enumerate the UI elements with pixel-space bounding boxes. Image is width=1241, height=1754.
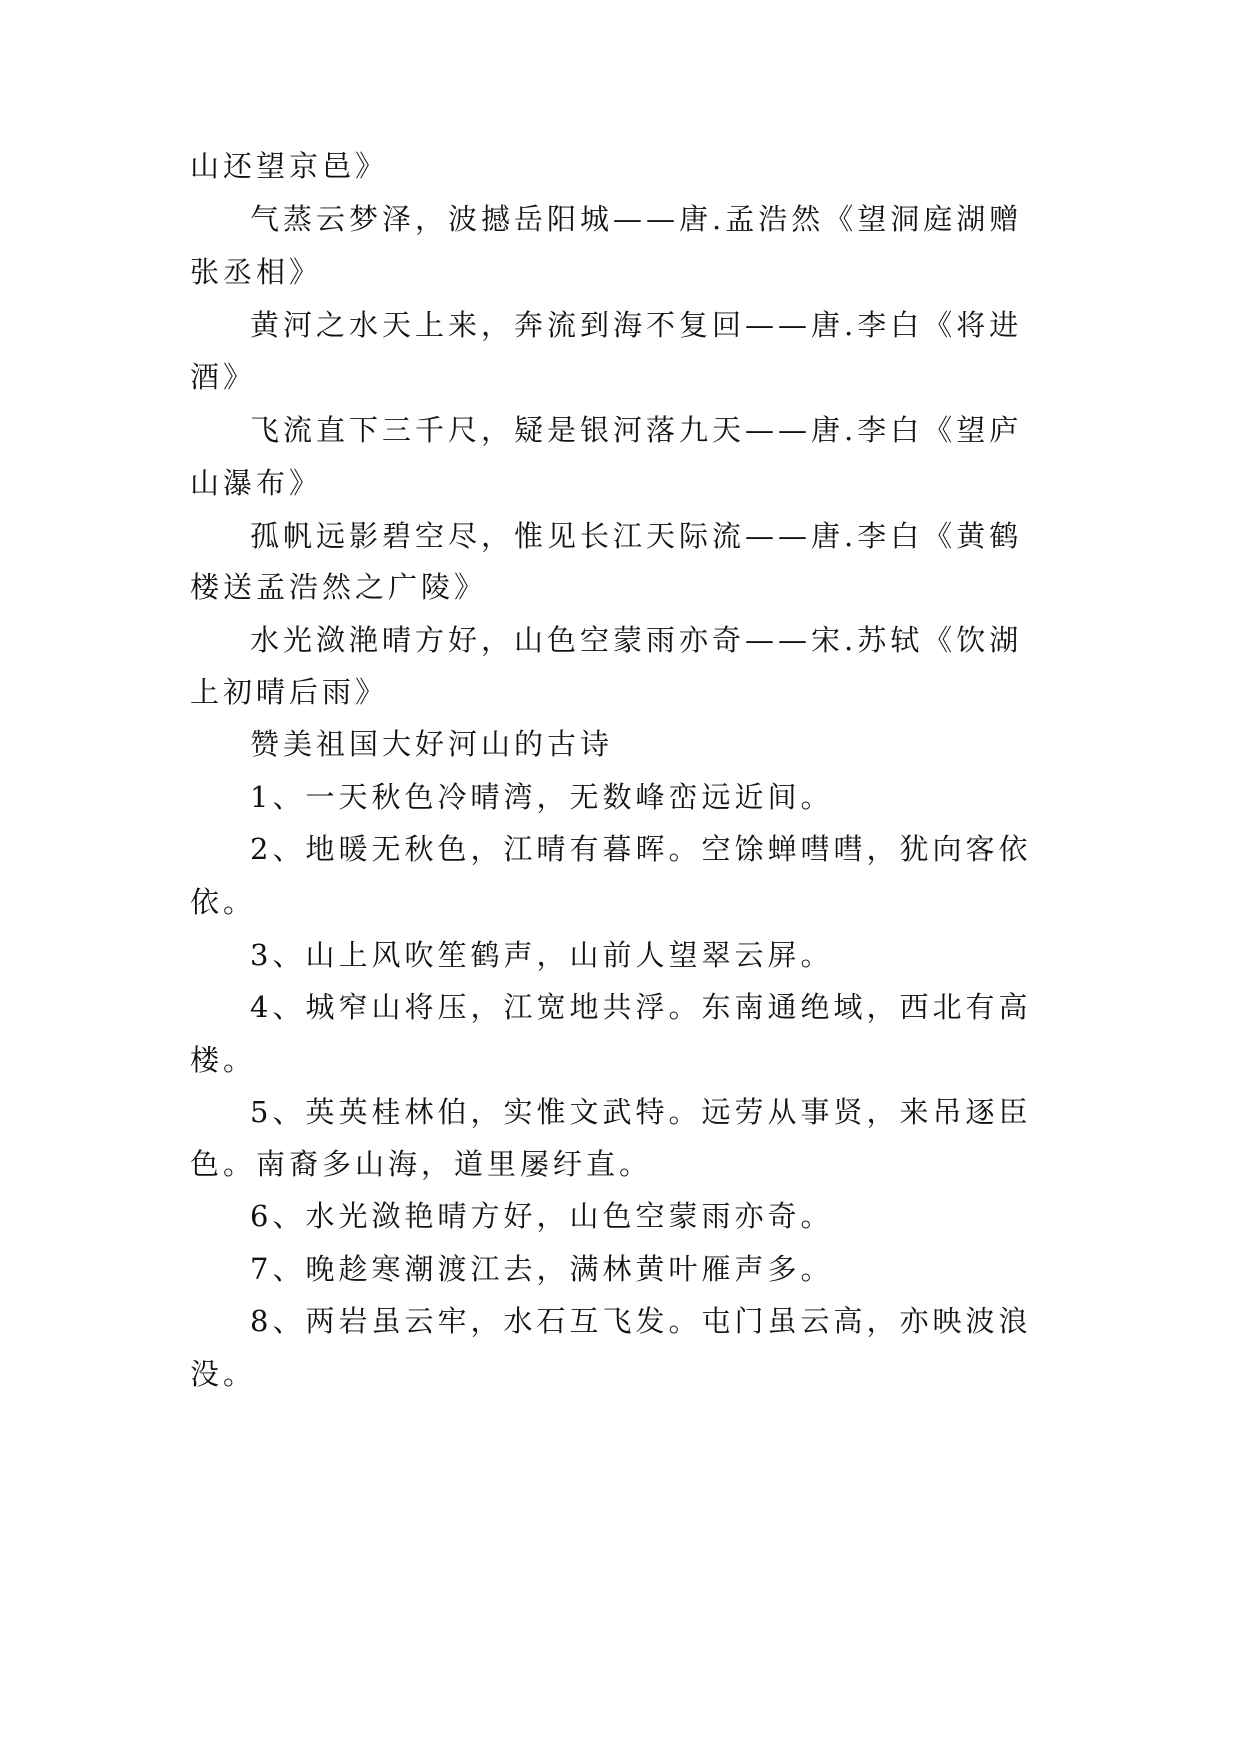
text-line: 飞流直下三千尺，疑是银河落九天——唐.李白《望庐 — [250, 413, 1023, 447]
text-line: 没。 — [190, 1357, 257, 1391]
text-line: 山还望京邑》 — [190, 149, 389, 183]
text-line: 楼。 — [190, 1043, 257, 1077]
text-line: 山瀑布》 — [190, 466, 323, 500]
text-line: 黄河之水天上来，奔流到海不复回——唐.李白《将进 — [250, 308, 1023, 342]
text-line: 2、地暖无秋色，江晴有暮晖。空馀蝉嘒嘒，犹向客依 — [250, 832, 1032, 866]
text-line: 5、英英桂林伯，实惟文武特。远劳从事贤，来吊逐臣 — [250, 1095, 1032, 1129]
text-line: 上初晴后雨》 — [190, 675, 389, 709]
text-line: 6、水光潋艳晴方好，山色空蒙雨亦奇。 — [250, 1199, 834, 1233]
text-line: 色。南裔多山海，道里屡纡直。 — [190, 1147, 653, 1181]
text-line: 水光潋滟晴方好，山色空蒙雨亦奇——宋.苏轼《饮湖 — [250, 623, 1023, 657]
text-line: 依。 — [190, 885, 257, 919]
text-line: 张丞相》 — [190, 255, 323, 289]
text-line: 酒》 — [190, 360, 257, 394]
text-line: 4、城窄山将压，江宽地共浮。东南通绝域，西北有高 — [250, 990, 1032, 1024]
text-line: 楼送孟浩然之广陵》 — [190, 570, 488, 604]
text-line: 1、一天秋色冷晴湾，无数峰峦远近间。 — [250, 780, 834, 814]
text-line: 3、山上风吹笙鹤声，山前人望翠云屏。 — [250, 938, 834, 972]
text-line: 气蒸云梦泽，波撼岳阳城——唐.孟浩然《望洞庭湖赠 — [250, 202, 1023, 236]
text-line: 7、晚趁寒潮渡江去，满林黄叶雁声多。 — [250, 1252, 834, 1286]
text-line: 孤帆远影碧空尽，惟见长江天际流——唐.李白《黄鹤 — [250, 519, 1023, 553]
text-line: 8、两岩虽云牢，水石互飞发。屯门虽云高，亦映波浪 — [250, 1304, 1032, 1338]
section-heading: 赞美祖国大好河山的古诗 — [250, 727, 614, 761]
